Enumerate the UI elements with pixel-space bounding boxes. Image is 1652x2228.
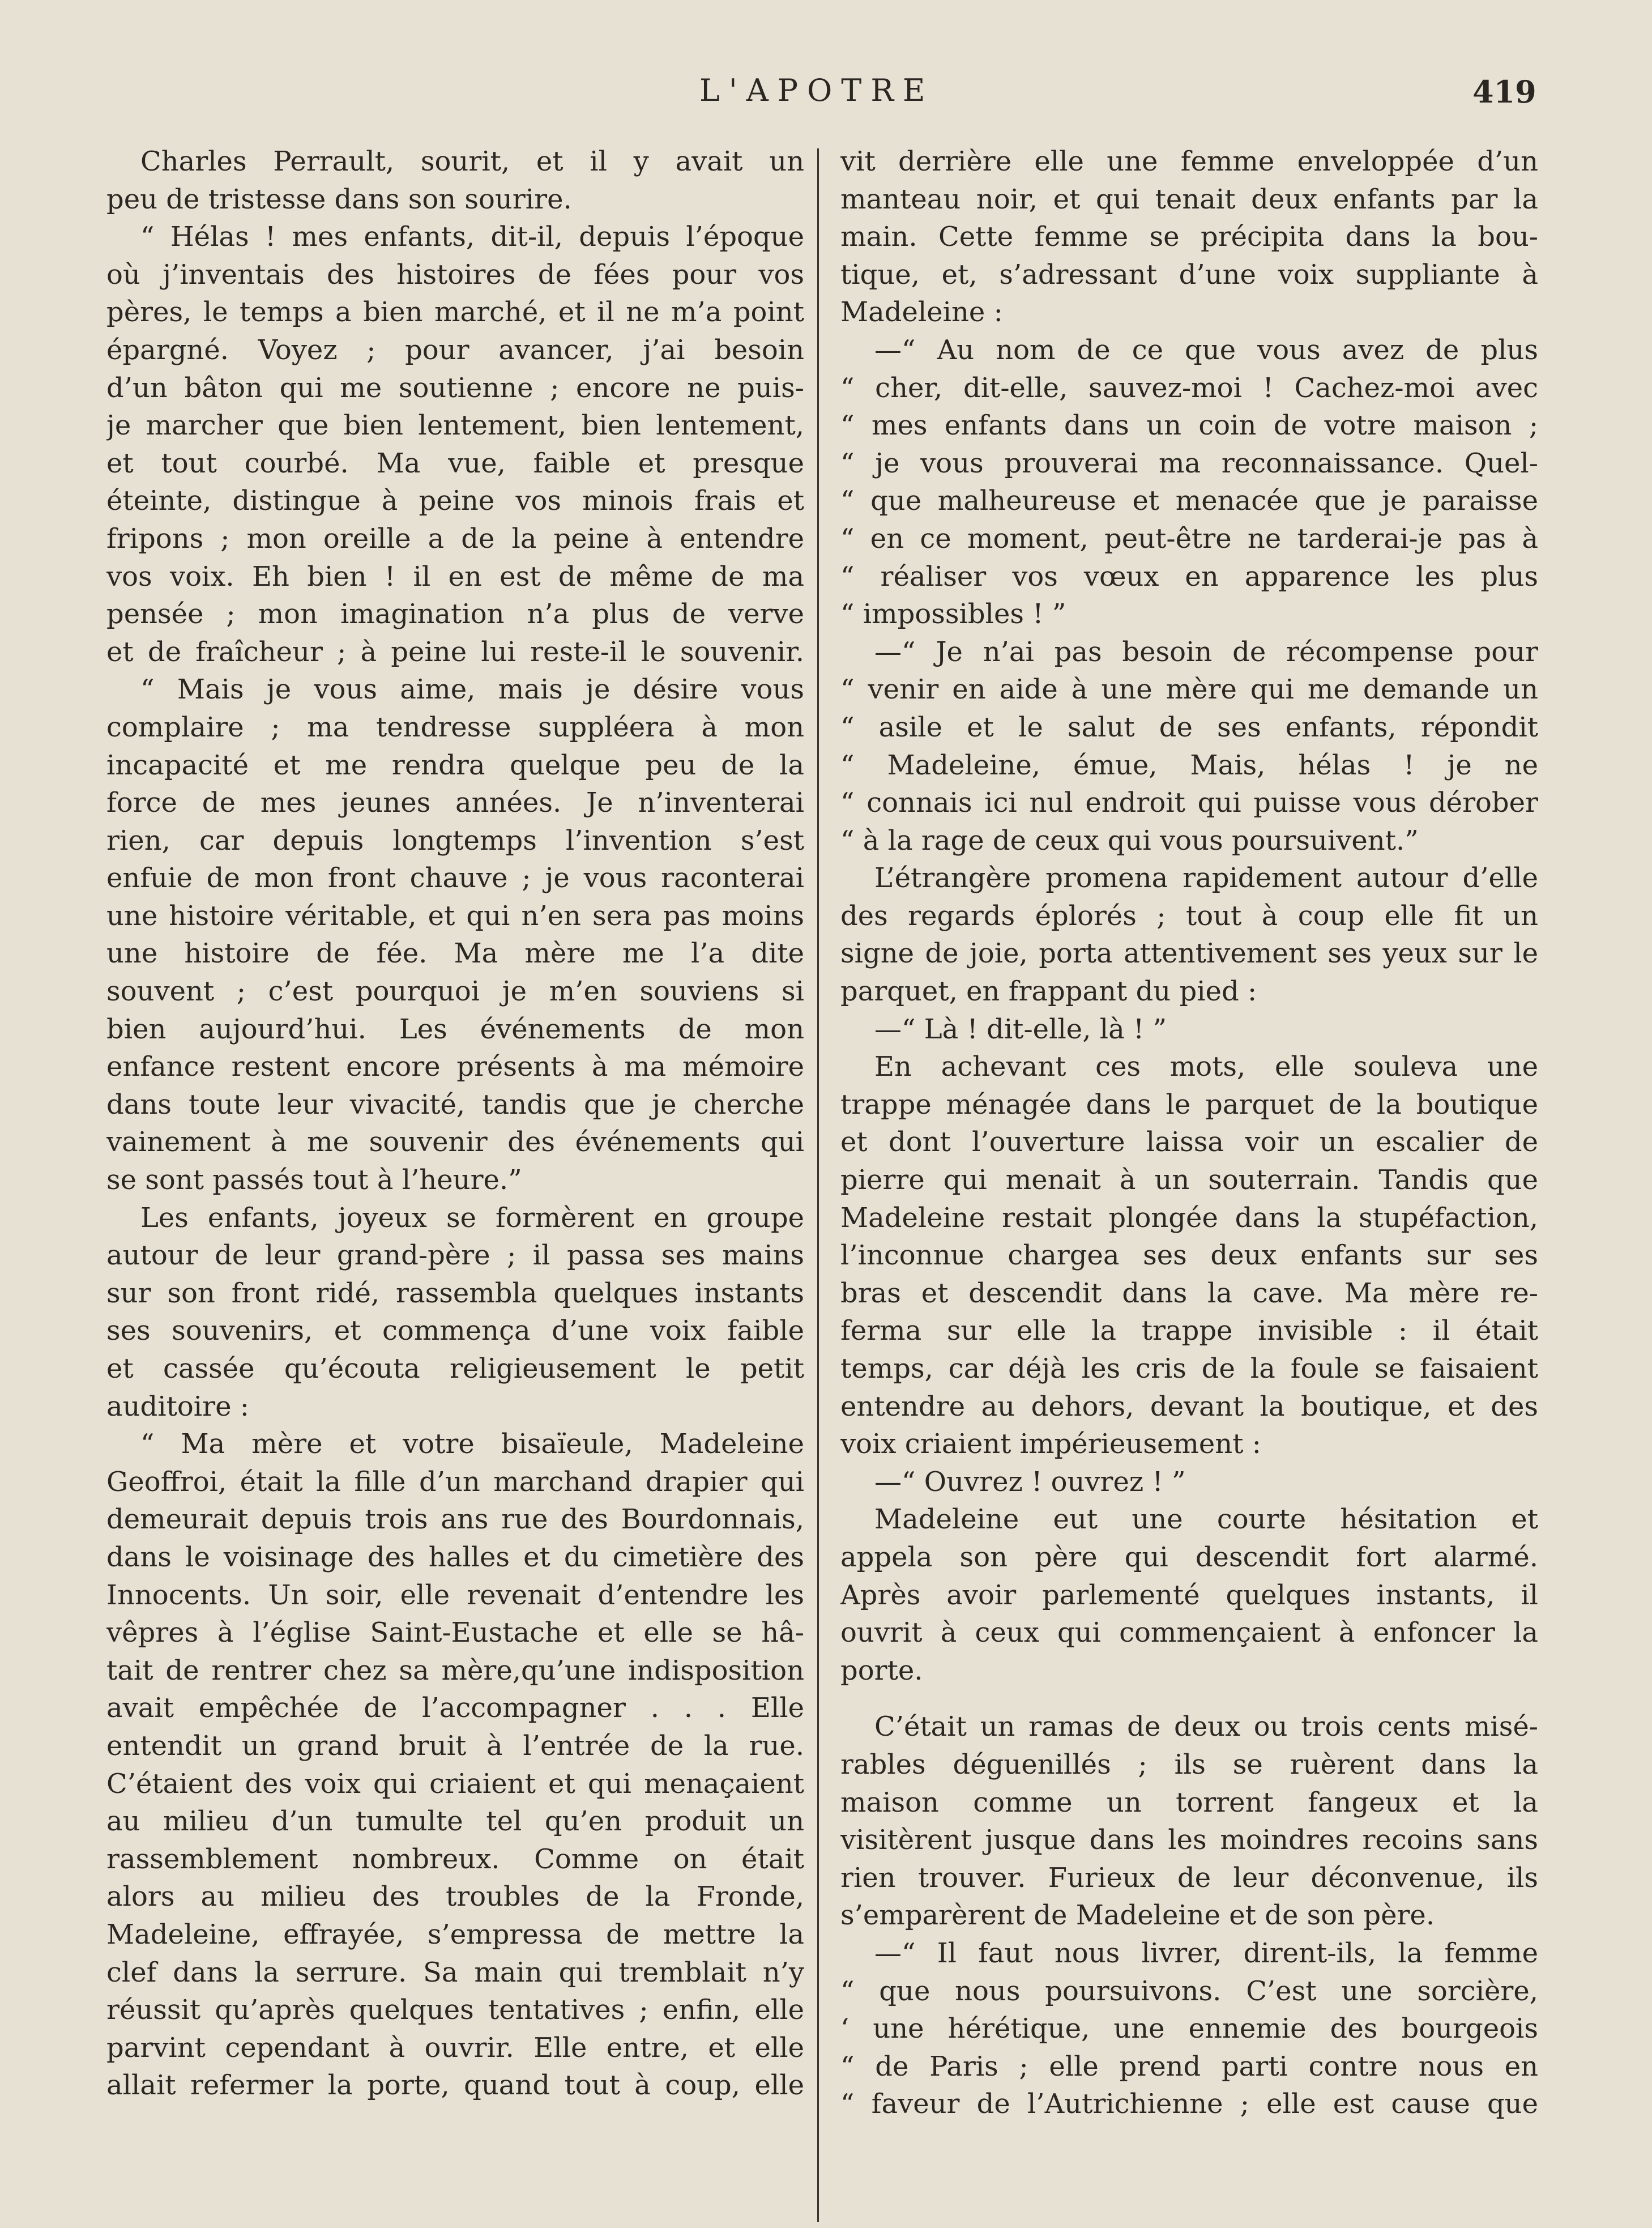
left-text-column (106, 143, 804, 2105)
text-line: —“ Au nom de ce que vous avez de plus (874, 334, 1538, 366)
text-line: et dont l’ouverture laissa voir un escalier de (840, 1126, 1538, 1158)
text-line: —“ Ouvrez ! ouvrez ! ” (874, 1466, 1186, 1498)
text-line: pères, le temps a bien marché, et il ne m’a point (106, 296, 804, 329)
text-line: une histoire de fée. Ma mère me l’a dite (106, 938, 804, 970)
text-line: L’étrangère promena rapidement autour d’elle (874, 862, 1538, 894)
text-line: manteau noir, et qui tenait deux enfants par la (840, 183, 1538, 215)
text-line: demeurait depuis trois ans rue des Bourdonnais, (106, 1503, 804, 1536)
text-line: l’inconnue chargea ses deux enfants sur ses (840, 1239, 1538, 1272)
text-line: autour de leur grand-père ; il passa ses mains (106, 1239, 804, 1272)
text-line: et tout courbé. Ma vue, faible et presque (106, 447, 804, 479)
text-line: entendre au dehors, devant la boutique, et des (840, 1390, 1538, 1422)
text-line: Innocents. Un soir, elle revenait d’entendre les (106, 1579, 804, 1611)
column-divider-rule (817, 148, 819, 2222)
text-line: “ en ce moment, peut-être ne tarderai-je pas à (840, 522, 1538, 555)
text-line: souvent ; c’est pourquoi je m’en souviens si (106, 975, 804, 1008)
text-line: épargné. Voyez ; pour avancer, j’ai besoin (106, 334, 804, 366)
text-line: vainement à me souvenir des événements qui (106, 1126, 804, 1158)
text-line: tique, et, s’adressant d’une voix suppliante à (840, 258, 1538, 291)
text-line: “ de Paris ; elle prend parti contre nous en (840, 2050, 1538, 2082)
text-line: “ je vous prouverai ma reconnaissance. Quel- (840, 447, 1538, 479)
text-line: “ asile et le salut de ses enfants, répondit (840, 711, 1538, 743)
text-line: vos voix. Eh bien ! il en est de même de ma (106, 560, 804, 593)
text-line: “ Hélas ! mes enfants, dit-il, depuis l’époque (140, 221, 804, 253)
text-line: s’emparèrent de Madeleine et de son père. (840, 1899, 1435, 1932)
text-line: —“ Là ! dit-elle, là ! ” (874, 1013, 1167, 1045)
text-line: Charles Perrault, sourit, et il y avait un (140, 146, 804, 177)
text-line: des regards éplorés ; tout à coup elle fit un (840, 900, 1538, 932)
text-line: enfuie de mon front chauve ; je vous raconterai (106, 862, 804, 894)
text-line: d’un bâton qui me soutienne ; encore ne puis- (106, 372, 804, 404)
text-line: alors au milieu des troubles de la Fronde, (106, 1881, 804, 1913)
text-line: “ cher, dit-elle, sauvez-moi ! Cachez-moi avec (840, 372, 1538, 404)
text-line: auditoire : (106, 1390, 249, 1422)
text-line: trappe ménagée dans le parquet de la boutique (840, 1088, 1538, 1121)
text-line: clef dans la serrure. Sa main qui tremblait n’y (106, 1956, 804, 1988)
text-line: visitèrent jusque dans les moindres recoins sans (840, 1824, 1538, 1856)
right-text-column (840, 143, 1538, 2123)
text-line: “ Ma mère et votre bisaïeule, Madeleine (140, 1428, 804, 1460)
text-line: réussit qu’après quelques tentatives ; enfin, elle (106, 1994, 804, 2026)
text-line: avait empêchée de l’accompagner . . . Elle (106, 1692, 804, 1724)
text-line: “ que nous poursuivons. C’est une sorcière, (840, 1975, 1538, 2007)
text-line: tait de rentrer chez sa mère,qu’une indisposition (106, 1654, 804, 1686)
text-line: ouvrit à ceux qui commençaient à enfoncer la (840, 1617, 1538, 1649)
text-line: entendit un grand bruit à l’entrée de la rue. (106, 1729, 804, 1762)
text-line: ‘ une hérétique, une ennemie des bourgeois (840, 2013, 1538, 2045)
text-line: rien trouver. Furieux de leur déconvenue, ils (840, 1861, 1538, 1894)
text-line: pierre qui menait à un souterrain. Tandis que (840, 1164, 1538, 1196)
text-line: bien aujourd’hui. Les événements de mon (106, 1013, 804, 1045)
text-line: et cassée qu’écouta religieusement le petit (106, 1353, 804, 1384)
text-line: où j’inventais des histoires de fées pour vos (106, 258, 804, 291)
text-line: —“ Il faut nous livrer, dirent-ils, la femme (874, 1937, 1538, 1969)
text-line: parvint cependant à ouvrir. Elle entre, et elle (106, 2031, 804, 2064)
text-line: vit derrière elle une femme enveloppée d’un (840, 146, 1538, 177)
text-line: “ réaliser vos vœux en apparence les plus (840, 560, 1538, 593)
text-line: vêpres à l’église Saint-Eustache et elle se hâ- (106, 1617, 804, 1649)
text-line: voix criaient impérieusement : (840, 1428, 1261, 1460)
text-line: rables déguenillés ; ils se ruèrent dans la (840, 1748, 1538, 1780)
text-line: peu de tristesse dans son sourire. (106, 183, 572, 215)
text-line: complaire ; ma tendresse suppléera à mon (106, 711, 804, 743)
text-line: C’était un ramas de deux ou trois cents misé- (874, 1711, 1538, 1743)
text-line: rassemblement nombreux. Comme on était (106, 1843, 804, 1875)
text-line: enfance restent encore présents à ma mémoire (106, 1051, 804, 1083)
text-line: Madeleine : (840, 296, 1003, 329)
text-line: temps, car déjà les cris de la foule se faisaient (840, 1353, 1538, 1384)
text-line: porte. (840, 1654, 923, 1686)
running-header (0, 68, 1652, 113)
text-line: dans toute leur vivacité, tandis que je cherche (106, 1088, 804, 1121)
text-line: Geoffroi, était la fille d’un marchand drapier qui (106, 1466, 804, 1498)
text-line: appela son père qui descendit fort alarmé. (840, 1541, 1538, 1573)
text-line: Madeleine, effrayée, s’empressa de mettre la (106, 1918, 804, 1950)
running-title: L'APOTRE (699, 73, 934, 108)
text-line: une histoire véritable, et qui n’en sera pas moins (106, 900, 804, 932)
text-line: “ que malheureuse et menacée que je paraisse (840, 485, 1538, 517)
text-line: parquet, en frappant du pied : (840, 975, 1257, 1008)
text-line: éteinte, distingue à peine vos minois frais et (106, 485, 804, 517)
paragraph-gap (840, 1689, 1538, 1708)
text-line: “ faveur de l’Autrichienne ; elle est cause que (840, 2088, 1538, 2120)
text-line: maison comme un torrent fangeux et la (840, 1786, 1538, 1818)
text-line: “ impossibles ! ” (840, 598, 1066, 631)
text-line: “ mes enfants dans un coin de votre maison ; (840, 410, 1538, 442)
text-line: “ Madeleine, émue, Mais, hélas ! je ne (840, 749, 1538, 781)
text-line: signe de joie, porta attentivement ses yeux sur le (840, 938, 1538, 970)
text-line: force de mes jeunes années. Je n’inventerai (106, 787, 804, 819)
text-line: Après avoir parlementé quelques instants, il (840, 1579, 1538, 1611)
page-number: 419 (1472, 74, 1536, 110)
text-line: “ Mais je vous aime, mais je désire vous (140, 674, 804, 706)
text-line: dans le voisinage des halles et du cimetière des (106, 1541, 804, 1573)
text-line: au milieu d’un tumulte tel qu’en produit un (106, 1805, 804, 1838)
text-line: “ connais ici nul endroit qui puisse vous dérober (840, 787, 1538, 819)
text-line: bras et descendit dans la cave. Ma mère re- (840, 1277, 1538, 1309)
text-line: rien, car depuis longtemps l’invention s’est (106, 824, 804, 857)
text-line: “ à la rage de ceux qui vous poursuivent.” (840, 824, 1419, 857)
text-line: se sont passés tout à l’heure.” (106, 1164, 522, 1196)
text-line: Madeleine eut une courte hésitation et (874, 1503, 1538, 1536)
text-line: “ venir en aide à une mère qui me demande un (840, 674, 1538, 706)
text-line: Les enfants, joyeux se formèrent en groupe (140, 1202, 804, 1234)
text-line: ses souvenirs, et commença d’une voix faible (106, 1315, 804, 1347)
text-line: Madeleine restait plongée dans la stupéfaction, (840, 1202, 1538, 1234)
text-line: pensée ; mon imagination n’a plus de verve (106, 598, 804, 631)
text-line: fripons ; mon oreille a de la peine à entendre (106, 522, 804, 555)
text-line: sur son front ridé, rassembla quelques instants (106, 1277, 804, 1309)
text-line: je marcher que bien lentement, bien lentement, (106, 410, 804, 442)
text-line: et de fraîcheur ; à peine lui reste-il le souvenir. (106, 636, 804, 668)
text-line: En achevant ces mots, elle souleva une (874, 1051, 1538, 1083)
text-line: ferma sur elle la trappe invisible : il était (840, 1315, 1538, 1347)
text-line: allait refermer la porte, quand tout à coup, elle (106, 2069, 804, 2102)
text-line: C’étaient des voix qui criaient et qui menaçaient (106, 1767, 804, 1800)
text-line: main. Cette femme se précipita dans la bou- (840, 221, 1538, 253)
text-line: —“ Je n’ai pas besoin de récompense pour (874, 636, 1538, 668)
text-line: incapacité et me rendra quelque peu de la (106, 749, 804, 781)
